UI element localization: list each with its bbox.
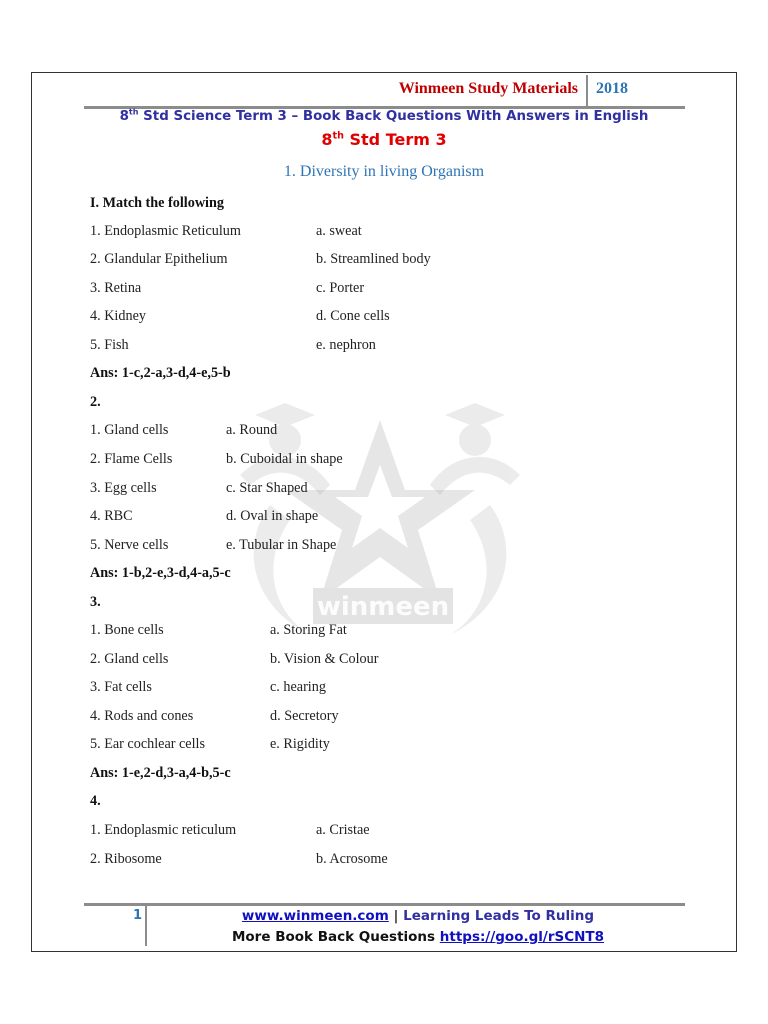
- answer-line: Ans: 1-e,2-d,3-a,4-b,5-c: [90, 765, 231, 781]
- document-title: 8th Std Science Term 3 – Book Back Questions With Answers in English: [119, 107, 649, 124]
- match-right-item: d. Secretory: [270, 708, 339, 724]
- match-right-item: c. hearing: [270, 679, 326, 695]
- footer-line-1: [150, 908, 686, 924]
- match-left-item: 2. Flame Cells: [90, 451, 173, 467]
- match-left-item: 4. RBC: [90, 508, 133, 524]
- match-left-item: 1. Bone cells: [90, 622, 164, 638]
- match-right-item: b. Acrosome: [316, 851, 388, 867]
- match-right-item: e. nephron: [316, 337, 376, 353]
- match-right-item: a. sweat: [316, 223, 362, 239]
- section-heading: I. Match the following: [90, 195, 224, 211]
- chapter-heading: 1. Diversity in living Organism: [283, 163, 485, 180]
- answer-line: Ans: 1-b,2-e,3-d,4-a,5-c: [90, 565, 231, 581]
- header-brand: Winmeen Study Materials: [398, 80, 578, 97]
- match-right-item: a. Storing Fat: [270, 622, 347, 638]
- match-right-item: e. Rigidity: [270, 736, 330, 752]
- match-left-item: 2. Gland cells: [90, 651, 169, 667]
- more-questions-link[interactable]: https://goo.gl/rSCNT8: [439, 929, 605, 945]
- match-left-item: 2. Glandular Epithelium: [90, 251, 228, 267]
- question-number: 2.: [90, 394, 101, 410]
- match-left-item: 5. Ear cochlear cells: [90, 736, 206, 752]
- document-subtitle: 8th Std Term 3: [321, 130, 447, 149]
- footer-rule: [84, 903, 685, 906]
- footer-line-2: [150, 929, 686, 945]
- page-number: 1: [132, 908, 142, 923]
- match-right-item: d. Oval in shape: [226, 508, 319, 524]
- match-right-item: c. Porter: [316, 280, 365, 296]
- question-number: 3.: [90, 594, 101, 610]
- more-questions-label: More Book Back Questions: [231, 929, 436, 945]
- match-left-item: 4. Kidney: [90, 308, 146, 324]
- footer-separator: |: [393, 908, 399, 924]
- match-left-item: 3. Fat cells: [90, 679, 152, 695]
- match-right-item: a. Cristae: [316, 822, 370, 838]
- match-left-item: 3. Retina: [90, 280, 142, 296]
- footer-tagline: Learning Leads To Ruling: [403, 908, 595, 924]
- match-left-item: 5. Nerve cells: [90, 537, 169, 553]
- match-right-item: d. Cone cells: [316, 308, 390, 324]
- match-left-item: 2. Ribosome: [90, 851, 162, 867]
- match-left-item: 1. Endoplasmic reticulum: [90, 822, 237, 838]
- match-left-item: 3. Egg cells: [90, 480, 157, 496]
- match-right-item: b. Cuboidal in shape: [226, 451, 343, 467]
- footer-divider: [145, 906, 147, 946]
- match-left-item: 5. Fish: [90, 337, 129, 353]
- header-year: 2018: [596, 80, 628, 97]
- question-number: 4.: [90, 793, 101, 809]
- match-left-item: 1. Gland cells: [90, 422, 169, 438]
- match-right-item: c. Star Shaped: [226, 480, 308, 496]
- site-link[interactable]: www.winmeen.com: [241, 908, 389, 924]
- match-right-item: a. Round: [226, 422, 278, 438]
- match-right-item: e. Tubular in Shape: [226, 537, 337, 553]
- match-left-item: 4. Rods and cones: [90, 708, 194, 724]
- match-left-item: 1. Endoplasmic Reticulum: [90, 223, 241, 239]
- watermark-text: winmeen: [316, 592, 450, 622]
- match-right-item: b. Vision & Colour: [270, 651, 379, 667]
- header-divider: [586, 75, 588, 106]
- answer-line: Ans: 1-c,2-a,3-d,4-e,5-b: [90, 365, 231, 381]
- match-right-item: b. Streamlined body: [316, 251, 431, 267]
